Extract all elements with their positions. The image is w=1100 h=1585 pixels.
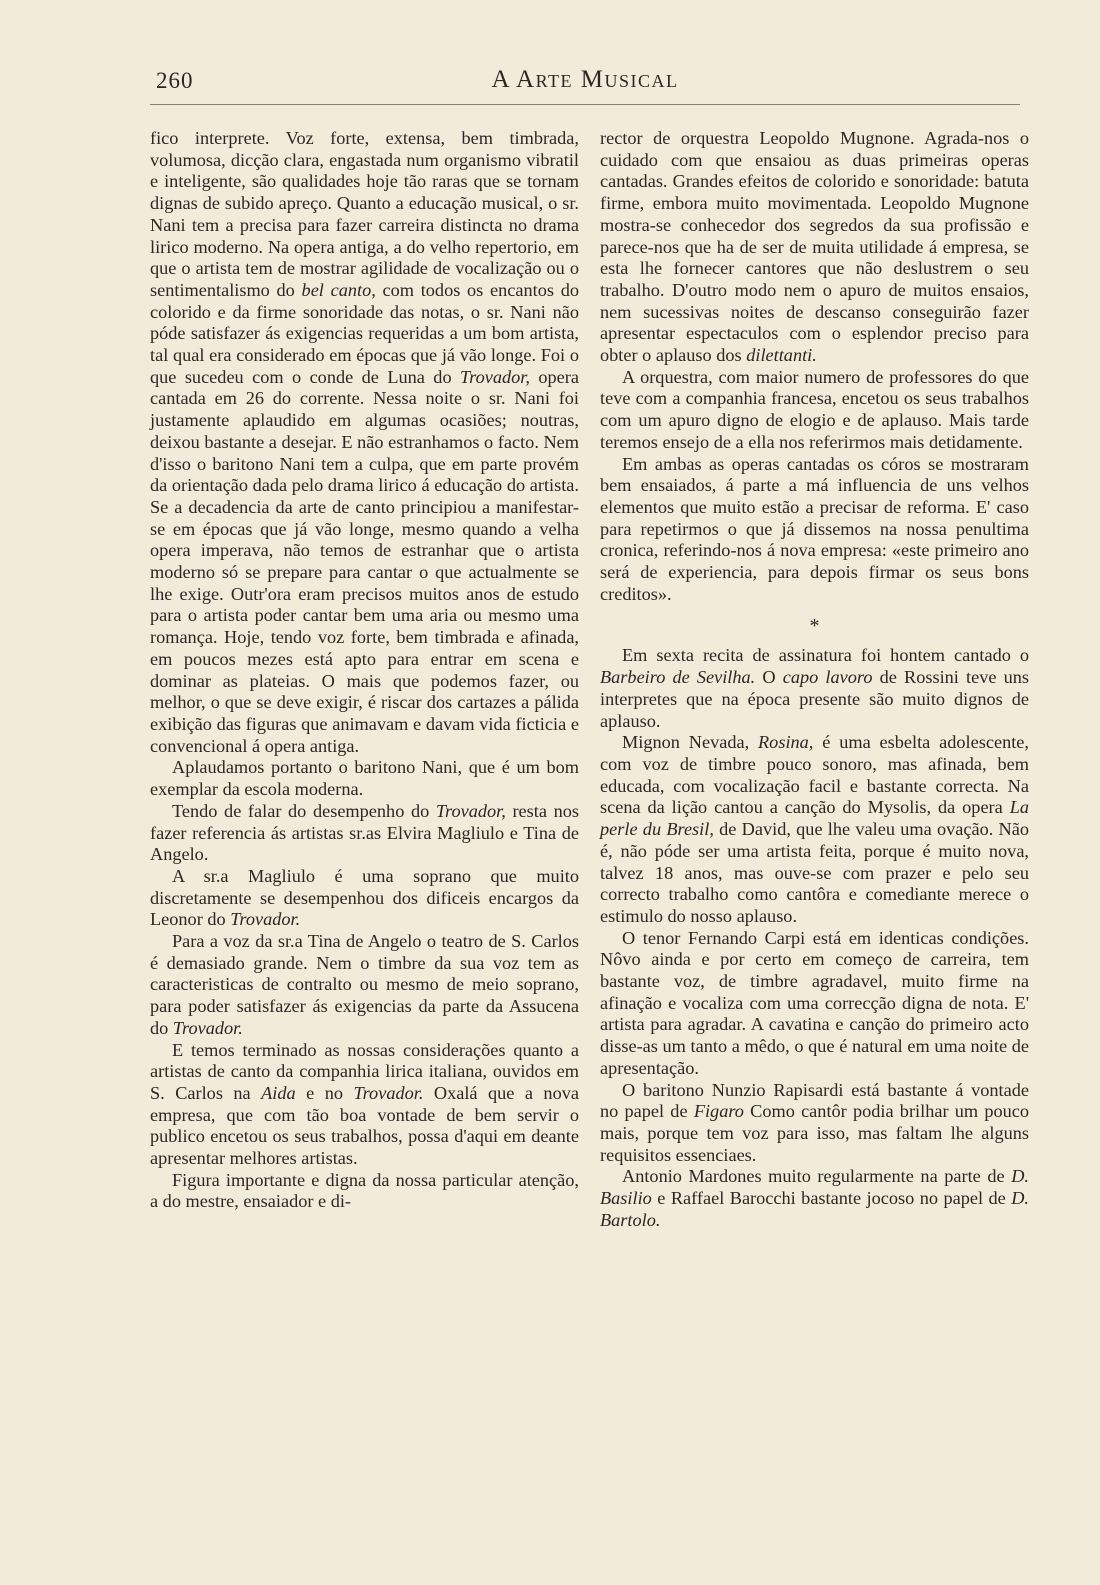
paragraph: Em ambas as operas cantadas os córos se mostraram bem ensaiados, á parte a má influencia de uns velhos elementos que muito estão a precisar de reforma. E' caso para repetirmos o que já dissemos na nossa penultima cronica, referindo-nos á nova empresa: «este primeiro ano será de experiencia, para depois firmar os seus bons creditos». xyxy=(600,453,1029,604)
running-title: A Arte Musical xyxy=(491,66,679,93)
left-column xyxy=(150,128,579,1213)
paragraph: Antonio Mardones muito regularmente na parte de D. Basilio e Raffael Barocchi bastante jocoso no papel de D. Bartolo. xyxy=(600,1166,1029,1230)
paragraph: A orquestra, com maior numero de professores do que teve com a companhia francesa, encetou os seus trabalhos com um apuro digno de elogio e de aplauso. Mais tarde teremos ensejo de a ella nos referirmos mais detidamente. xyxy=(600,366,1029,452)
paragraph: Tendo de falar do desempenho do Trovador, resta nos fazer referencia ás artistas sr.as Elvira Magliulo e Tina de Angelo. xyxy=(150,800,580,865)
section-asterism: * xyxy=(809,615,820,638)
page-number: 260 xyxy=(156,68,194,93)
paragraph: Mignon Nevada, Rosina, é uma esbelta adolescente, com voz de timbre pouco sonoro, mas afinada, bem educada, com vocalização facil e bastante correcta. Na scena da lição cantou a canção do Mysolis, da opera La perle du Bresil, de David, que lhe valeu uma ovação. Não é, não póde ser uma artista feita, porque é muito nova, talvez 18 anos, mas ouve-se com prazer e pelo seu correcto trabalho como cantôra e comediante merece o estimulo do nosso aplauso. xyxy=(600,732,1029,926)
paragraph: Figura importante e digna da nossa particular atenção, a do mestre, ensaiador e di- xyxy=(150,1169,579,1212)
paragraph: Em sexta recita de assinatura foi hontem cantado o Barbeiro de Sevilha. O capo lavoro de Rossini teve uns interpretes que na época presente são muito dignos de aplauso. xyxy=(600,645,1029,731)
paragraph: O baritono Nunzio Rapisardi está bastante á vontade no papel de Figaro Como cantôr podia brilhar um pouco mais, porque tem voz para isso, mas faltam lhe alguns requisitos essenciaes. xyxy=(600,1079,1030,1165)
paragraph: Para a voz da sr.a Tina de Angelo o teatro de S. Carlos é demasiado grande. Nem o timbre da sua voz tem as caracteristicas de contralto ou mesmo de meio soprano, para poder satisfazer ás exigencias da parte da Assucena do Trovador. xyxy=(150,931,579,1038)
paragraph: A sr.a Magliulo é uma soprano que muito discretamente se desempenhou dos dificeis encargos da Leonor do Trovador. xyxy=(150,865,579,930)
header-rule xyxy=(150,104,1020,105)
page-header xyxy=(150,60,1020,100)
paragraph: fico interprete. Voz forte, extensa, bem timbrada, volumosa, dicção clara, engastada num organismo vibratil e inteligente, são qualidades hoje tão raras que se tornam dignas de subido apreço. Quanto a educação musical, o sr. Nani tem a precisa para fazer carreira distincta no drama lirico moderno. Na opera antiga, a do velho repertorio, em que o artista tem de mostrar agilidade de vocalização ou o sentimentalismo do bel canto, com todos os encantos do colorido e da firme sonoridade das notas, o sr. Nani não póde satisfazer ás exigencias requeridas a um bom artista, tal qual era considerado em épocas que já vão longe. Foi o que sucedeu com o conde de Luna do Trovador, opera cantada em 26 do corrente. Nessa noite o sr. Nani foi justamente aplaudido em algumas ocasiões; noutras, deixou bastante a desejar. E não estranhamos o facto. Nem d'isso o baritono Nani tem a culpa, que em parte provém da orientação dada pelo drama lirico á educação do artista. Se a decadencia da arte de canto principiou a manifestar-se em épocas que já vão longe, mesmo quando a velha opera imperava, não temos de estranhar que o artista moderno só se prepare para cantar o que actualmente se lhe exige. Outr'ora eram precisos muitos anos de estudo para o artista poder cantar bem uma aria ou mesmo uma romança. Hoje, tendo voz forte, bem timbrada e afinada, em poucos mezes está apto para entrar em scena e dominar as plateias. O mais que podemos fazer, ou melhor, o que se deve exigir, é riscar dos cartazes a pálida exibição das figuras que animavam e davam vida ficticia e convencional á opera antiga. xyxy=(150,128,579,756)
paragraph: Aplaudamos portanto o baritono Nani, que é um bom exemplar da escola moderna. xyxy=(150,757,579,800)
paragraph: rector de orquestra Leopoldo Mugnone. Agrada-nos o cuidado com que ensaiou as duas primeiras operas cantadas. Grandes efeitos de colorido e sonoridade: batuta firme, embora muito movimentada. Leopoldo Mugnone mostra-se conhecedor dos segredos da sua profissão e parece-nos que ha de ser de muita utilidade á empresa, se esta lhe fornecer cantores que não deslustrem o seu trabalho. D'outro modo nem o apuro de muitos ensaios, nem sucessivas noites de descanso conseguirão fazer apresentar espectaculos com o esplendor preciso para obter o aplauso dos dilettanti. xyxy=(600,128,1029,366)
paragraph: E temos terminado as nossas considerações quanto a artistas de canto da companhia lirica italiana, ouvidos em S. Carlos na Aida e no Trovador. Oxalá que a nova empresa, que com tão boa vontade de bem servir o publico encetou os seus trabalhos, possa d'aqui em deante apresentar melhores artistas. xyxy=(150,1039,579,1169)
paragraph: O tenor Fernando Carpi está em identicas condições. Nôvo ainda e por certo em começo de carreira, tem bastante voz, de timbre agradavel, muito firme na afinação e vocaliza com uma correcção digna de nota. E' artista para agradar. A cavatina e canção do primeiro acto disse-as um tanto a mêdo, o que é natural em uma noite de apresentação. xyxy=(600,927,1029,1078)
right-column xyxy=(600,128,1029,1231)
